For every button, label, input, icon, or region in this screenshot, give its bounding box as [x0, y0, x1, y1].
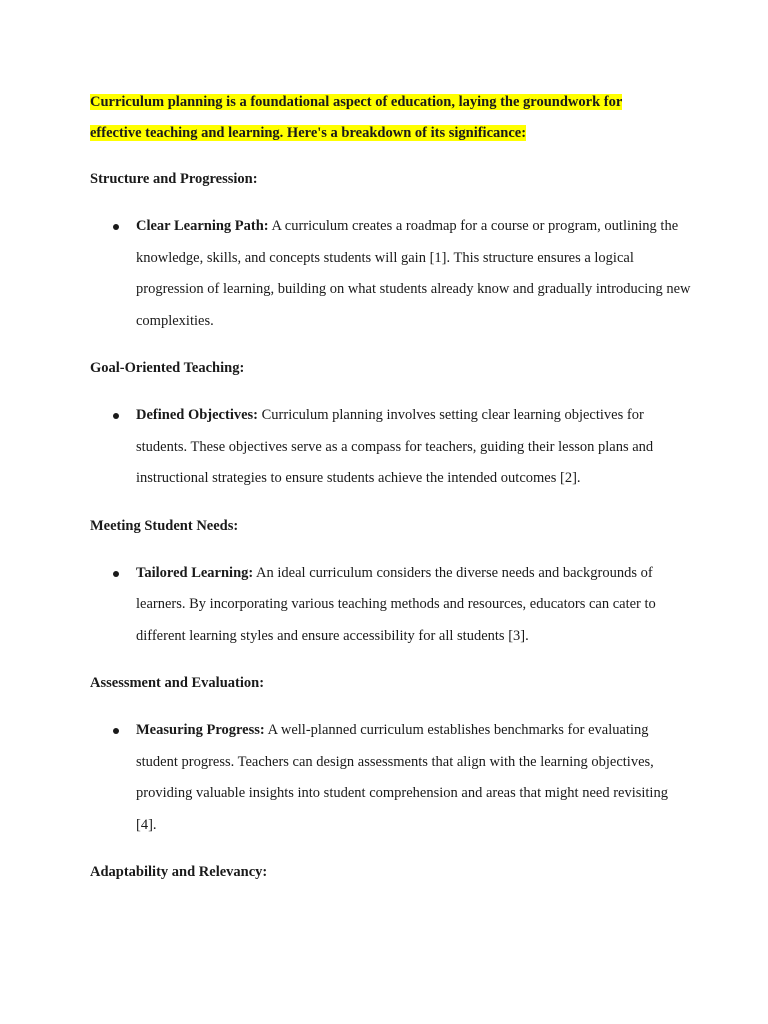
list-item: [90, 558, 691, 653]
bullet-text: An ideal curriculum considers the diverse needs and backgrounds of learners. By incorporating various teaching methods and resources, educators can cater to different learning styles and ensure accessibility for all students [3].: [136, 564, 656, 644]
section-heading-goal-oriented: Goal-Oriented Teaching:: [90, 360, 245, 376]
bullet-term: Tailored Learning:: [136, 564, 254, 581]
bullet-list-assessment: [90, 715, 690, 841]
bullet-list-student-needs: [90, 558, 690, 653]
section-heading-structure: Structure and Progression:: [90, 171, 258, 187]
bullet-list-goal-oriented: [90, 400, 690, 495]
bullet-text: Curriculum planning involves setting clear learning objectives for students. These objectives serve as a compass for teachers, guiding their lesson plans and instructional strategies to ensure students achieve the intended outcomes [2].: [136, 407, 654, 486]
intro-paragraph: [90, 87, 690, 149]
bullet-text: A well-planned curriculum establishes benchmarks for evaluating student progress. Teachers can design assessments that align with the learning objectives, providing valuable insights into student comprehension and areas that might need revisiting [4].: [136, 722, 668, 833]
list-item: [90, 715, 691, 841]
bullet-dot-icon: [113, 728, 119, 734]
list-item: [90, 400, 691, 495]
bullet-dot-icon: [113, 224, 119, 230]
bullet-text: A curriculum creates a roadmap for a course or program, outlining the knowledge, skills, and concepts students will gain [1]. This structure ensures a logical progression of learning, building on what students already know and gradually introducing new complexities.: [136, 218, 691, 329]
bullet-list-structure: [90, 211, 690, 337]
section-heading-assessment: Assessment and Evaluation:: [90, 675, 265, 691]
list-item: [90, 211, 691, 337]
section-heading-adaptability: Adaptability and Relevancy:: [90, 864, 268, 880]
document-page: [90, 87, 690, 904]
bullet-term: Defined Objectives:: [136, 407, 259, 423]
bullet-term: Clear Learning Path:: [136, 218, 269, 234]
intro-highlight-line-1: Curriculum planning is a foundational aspect of education, laying the groundwork for: [90, 94, 623, 110]
intro-highlight-line-2: effective teaching and learning. Here's a breakdown of its significance:: [90, 125, 527, 141]
bullet-dot-icon: [113, 413, 119, 419]
bullet-dot-icon: [113, 571, 119, 577]
section-heading-student-needs: Meeting Student Needs:: [90, 517, 239, 534]
bullet-term: Measuring Progress:: [136, 722, 265, 738]
